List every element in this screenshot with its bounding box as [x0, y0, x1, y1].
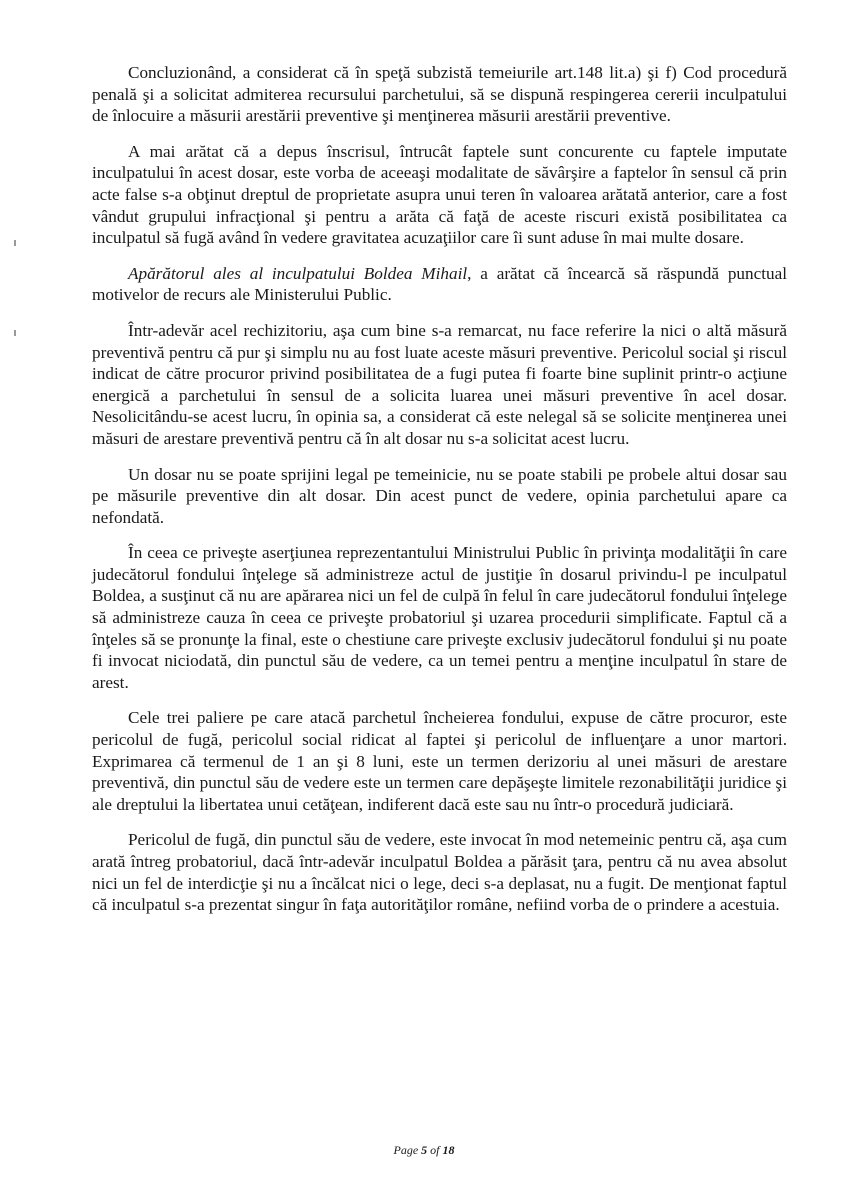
paragraph-8	[92, 829, 787, 915]
footer-of: of	[427, 1143, 443, 1157]
paragraph-4	[92, 320, 787, 450]
paragraph-6	[92, 542, 787, 693]
paragraph-7	[92, 707, 787, 815]
document-body	[92, 62, 787, 930]
margin-mark	[14, 240, 16, 246]
paragraph-3	[92, 263, 787, 306]
paragraph-2	[92, 141, 787, 249]
paragraph-text: Pericolul de fugă, din punctul său de vedere, este invocat în mod netemeinic pentru că, aşa cum arată întreg probatoriul, dacă într-adevăr inculpatul Boldea a părăsit ţara, pentru că nu avea absolut nici un fel de interdicţie şi nu a încălcat nici o lege, deci s-a deplasat, nu a fugit. De menţionat faptul că inculpatul s-a prezentat singur în faţa autorităţilor române, nefiind vorba de o prindere a acestuia.	[92, 830, 787, 915]
paragraph-text: Într-adevăr acel rechizitoriu, aşa cum bine s-a remarcat, nu face referire la nici o altă măsură preventivă pentru că pur şi simplu nu au fost luate aceste măsuri preventive. Pericolul social şi riscul indicat de către procuror privind posibilitatea de a fugi putea fi foarte bine suplinit printr-o acţiune energică a parchetului în sensul de a solicita luarea unei măsuri preventive în acel dosar. Nesolicitându-se acest lucru, în opinia sa, a considerat că este nelegal să se solicite menţinerea unei măsuri de arestare preventivă pentru că în alt dosar nu s-a solicitat acest lucru.	[92, 320, 787, 448]
margin-mark	[14, 330, 16, 336]
paragraph-5	[92, 464, 787, 529]
paragraph-text: , a arătat că încearcă să răspundă punctual motivelor de recurs ale Ministerului Public.	[92, 263, 787, 305]
page-number-footer	[0, 1143, 848, 1158]
total-pages: 18	[442, 1143, 455, 1157]
current-page: 5	[421, 1143, 428, 1157]
paragraph-text: A mai arătat că a depus înscrisul, întrucât faptele sunt concurente cu faptele imputate inculpatului în acest dosar, este vorba de aceeaşi modalitate de săvârşire a faptelor în sensul că prin acte false s-a obţinut dreptul de proprietate asupra unui teren în valoarea arătată anterior, care a fost vândut grupului infracţional şi pentru a arăta că faţă de aceste riscuri există posibilitatea ca inculpatul să fugă având în vedere gravitatea acuzaţiilor care îi sunt aduse în mai multe dosare.	[92, 141, 787, 248]
paragraph-text: Cele trei paliere pe care atacă parchetul încheierea fondului, expuse de către procuror, este pericolul de fugă, pericolul social ridicat al faptei şi pericolul de influenţare a unor martori. Exprimarea că termenul de 1 an şi 8 luni, este un termen derizoriu al unei măsuri de arestare preventivă, din punctul său de vedere este un termen care depăşeşte limitele rezonabilităţii juridice şi ale dreptului la libertatea unui cetăţean, indiferent dacă este sau nu într-o procedură judiciară.	[92, 708, 787, 814]
paragraph-text: În ceea ce priveşte aserţiunea reprezentantului Ministrului Public în privinţa modalităţii în care judecătorul fondului înţelege să administreze actul de justiţie în dosarul privindu-l pe inculpatul Boldea, a susţinut că nu are apărarea nici un fel de culpă în felul în care judecătorul fondului înţelege să administreze cauza în ceea ce priveşte probatoriul şi uzarea procedurii simplificate. Faptul că a înţeles să se pronunţe la final, este o chestiune care priveşte exclusiv judecătorul fondului şi nu poate fi invocat niciodată, din punctul său de vedere, ca un temei pentru a menţine inculpatul în stare de arest.	[92, 543, 787, 692]
paragraph-text: Un dosar nu se poate sprijini legal pe temeinicie, nu se poate stabili pe probele altui dosar sau pe măsurile preventive din alt dosar. Din acest punct de vedere, opinia parchetului apare ca nefondată.	[92, 464, 787, 527]
footer-prefix: Page	[393, 1143, 422, 1157]
paragraph-1	[92, 62, 787, 127]
paragraph-text: Concluzionând, a considerat că în speţă subzistă temeiurile art.148 lit.a) şi f) Cod procedură penală şi a solicitat admiterea recursului parchetului, să se dispună respingerea cererii inculpatului de înlocuire a măsurii arestării preventive şi menţinerea măsurii arestării preventive.	[92, 63, 787, 126]
defense-lawyer-lead: Apărătorul ales al inculpatului Boldea Mihail	[128, 263, 468, 283]
